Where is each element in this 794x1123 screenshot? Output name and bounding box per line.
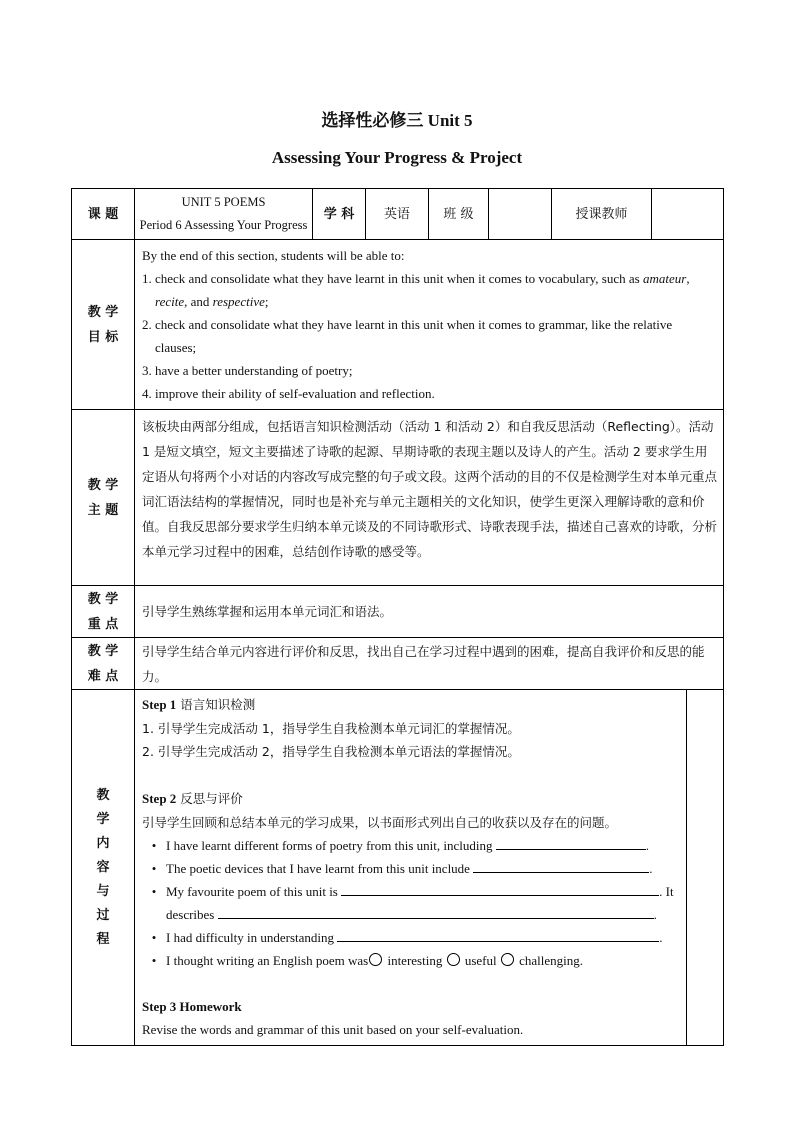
process-notes-column: [687, 690, 724, 1046]
topic-line-2: Period 6 Assessing Your Progress: [139, 218, 308, 232]
blank-field[interactable]: [496, 835, 646, 850]
process-label-char-3: 内: [96, 835, 110, 851]
reflection-5-text: I thought writing an English poem was: [166, 953, 369, 968]
topic-label: 课 题: [72, 189, 135, 240]
option-challenging: challenging.: [515, 953, 584, 968]
objective-item-1: [142, 267, 717, 290]
objectives-intro: By the end of this section, students will be able to:: [142, 248, 405, 263]
class-label: 班 级: [429, 189, 489, 240]
reflection-item-1: [142, 834, 680, 857]
process-label-char-2: 学: [96, 811, 110, 827]
process-label-char-5: 与: [96, 883, 110, 899]
topic-value: [135, 189, 313, 240]
option-interesting: interesting: [384, 953, 446, 968]
info-row: [72, 189, 724, 240]
objectives-content: [135, 240, 724, 410]
reflection-1-period: .: [645, 838, 649, 853]
blank-field[interactable]: [218, 904, 654, 919]
step2-title: Step 2: [142, 791, 177, 806]
radio-circle-icon[interactable]: [501, 953, 514, 966]
theme-content: 该板块由两部分组成，包括语言知识检测活动（活动 1 和活动 2）和自我反思活动（Reflecting）。活动 1 是短文填空，短文主要描述了诗歌的起源、早期诗歌的表现主题以及诗人的产生。活动 2 要求学生用定语从句将两个小对话的内容改写成完整的句子或文段。这两个活动的目的不仅是检测学生对本单元重点词汇语法结构的掌握情况，同时也是补充与单元主题相关的文化知识，使学生更深入理解诗歌的意和价值。自我反思部分要求学生归纳本单元谈及的不同诗歌形式、诗歌表现手法，描述自己喜欢的诗歌，分析本单元学习过程中的困难，总结创作诗歌的感受等。: [135, 410, 724, 586]
objective-1-sep2: , and: [184, 294, 213, 309]
difficulties-content: 引导学生结合单元内容进行评价和反思，找出自己在学习过程中遇到的困难，提高自我评价和反思的能力。: [135, 638, 724, 690]
step2-heading: [142, 786, 680, 811]
objective-item-3: 3. have a better understanding of poetry;: [142, 363, 353, 378]
step1-item-2: 2. 引导学生完成活动 2，指导学生自我检测本单元语法的掌握情况。: [142, 744, 520, 759]
theme-row: [72, 410, 724, 586]
reflection-item-4: [142, 926, 680, 949]
subject-label: 学 科: [313, 189, 366, 240]
process-label: [72, 690, 135, 1046]
vocab-respective: respective: [212, 294, 265, 309]
objective-1-text: 1. check and consolidate what they have learnt in this unit when it comes to vocabulary, such as: [142, 271, 643, 286]
radio-circle-icon[interactable]: [447, 953, 460, 966]
topic-line-1: UNIT 5 POEMS: [181, 195, 266, 209]
reflection-2-text: The poetic devices that I have learnt from this unit include: [166, 861, 474, 876]
reflection-3-describes: describes: [166, 907, 218, 922]
reflection-4-period: .: [659, 930, 663, 945]
objective-item-2: 2. check and consolidate what they have learnt in this unit when it comes to grammar, like the relative: [142, 317, 673, 332]
key-points-label: [72, 586, 135, 638]
step1-item-1: 1. 引导学生完成活动 1，指导学生自我检测本单元词汇的掌握情况。: [142, 721, 520, 736]
reflection-3-text: My favourite poem of this unit is: [166, 884, 342, 899]
difficulties-label-line2: 难 点: [87, 668, 119, 684]
difficulties-label-line1: 教 学: [87, 643, 119, 659]
key-points-label-line2: 重 点: [87, 616, 119, 632]
blank-field[interactable]: [341, 881, 659, 896]
objective-item-2-cont: clauses;: [155, 340, 197, 355]
process-label-char-1: 教: [96, 787, 110, 803]
bullet-icon: •: [151, 884, 157, 899]
process-content: [135, 690, 687, 1046]
objectives-row: [72, 240, 724, 410]
key-points-label-line1: 教 学: [87, 591, 119, 607]
bullet-icon: •: [151, 838, 157, 853]
objectives-label-line2: 目 标: [87, 329, 119, 345]
bullet-icon: •: [151, 953, 157, 968]
difficulties-label: [72, 638, 135, 690]
theme-label-line1: 教 学: [87, 477, 119, 493]
document-title: 选择性必修三 Unit 5: [321, 111, 473, 130]
objective-item-4: 4. improve their ability of self-evaluation and reflection.: [142, 386, 435, 401]
theme-label-line2: 主 题: [87, 502, 119, 518]
reflection-3-period: .: [653, 907, 657, 922]
vocab-amateur: amateur: [642, 271, 687, 286]
step1-subtitle: 语言知识检测: [176, 697, 256, 712]
objective-item-1-cont: [142, 290, 717, 313]
reflection-4-text: I had difficulty in understanding: [166, 930, 338, 945]
reflection-1-text: I have learnt different forms of poetry from this unit, including: [166, 838, 496, 853]
teacher-value: [652, 189, 724, 240]
reflection-item-2: [142, 857, 680, 880]
step3-text: Revise the words and grammar of this unit based on your self-evaluation.: [142, 1022, 524, 1037]
subject-value: 英语: [366, 189, 429, 240]
reflection-2-period: .: [649, 861, 653, 876]
process-label-char-4: 容: [96, 859, 110, 875]
step3-heading: Step 3 Homework: [142, 999, 242, 1014]
bullet-icon: •: [151, 930, 157, 945]
key-points-content: 引导学生熟练掌握和运用本单元词汇和语法。: [135, 586, 724, 638]
blank-field[interactable]: [473, 858, 649, 873]
blank-field[interactable]: [337, 927, 659, 942]
step1-title: Step 1: [142, 697, 177, 712]
step2-subtitle: 反思与评价: [176, 791, 243, 806]
class-value: [489, 189, 552, 240]
objective-1-end: ;: [264, 294, 269, 309]
objective-1-sep: ,: [686, 271, 690, 286]
bullet-icon: •: [151, 861, 157, 876]
key-points-row: [72, 586, 724, 638]
vocab-recite: recite: [155, 294, 185, 309]
reflection-item-3: [142, 880, 680, 903]
reflection-item-3-cont: [142, 903, 680, 926]
option-useful: useful: [461, 953, 500, 968]
document-subtitle: Assessing Your Progress & Project: [271, 148, 523, 167]
step1-heading: [142, 692, 680, 717]
step2-intro: 引导学生回顾和总结本单元的学习成果，以书面形式列出自己的收获以及存在的问题。: [142, 815, 618, 830]
radio-circle-icon[interactable]: [369, 953, 382, 966]
reflection-3-it: . It: [659, 884, 674, 899]
reflection-item-5: [142, 949, 680, 972]
objectives-label: [72, 240, 135, 410]
process-label-char-6: 过: [96, 907, 110, 923]
teacher-label: 授课教师: [552, 189, 652, 240]
difficulties-row: [72, 638, 724, 690]
process-label-char-7: 程: [96, 931, 110, 947]
objectives-label-line1: 教 学: [87, 304, 119, 320]
theme-label: [72, 410, 135, 586]
lesson-plan-table: [71, 188, 724, 1046]
process-row: [72, 690, 724, 1046]
